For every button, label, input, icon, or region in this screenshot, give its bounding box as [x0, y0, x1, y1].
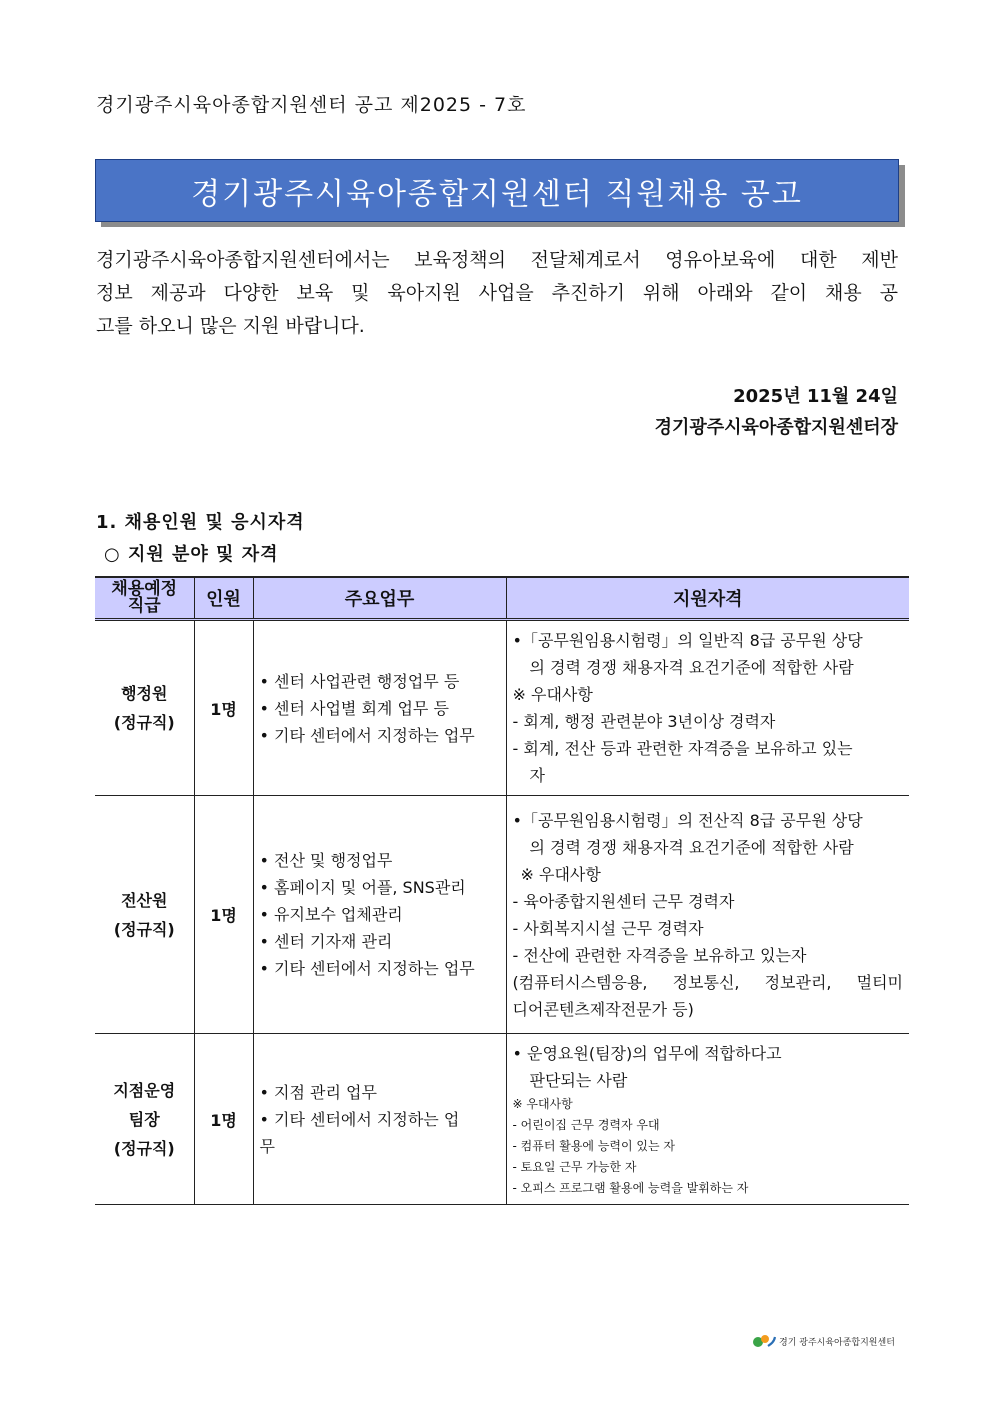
qualifications-cell	[506, 1034, 909, 1205]
notice-date: 2025년 11월 24일	[733, 386, 898, 407]
qualification-item: - 사회복지시설 근무 경력자	[512, 918, 704, 938]
qualification-item: • 운영요원(팀장)의 업무에 적합하다고	[512, 1043, 782, 1063]
duties-cell	[253, 620, 506, 796]
duty-item: • 유지보수 업체관리	[259, 905, 403, 924]
rank-line: 행정원	[121, 684, 168, 703]
table-row	[95, 796, 909, 1034]
qualification-item: 자	[529, 766, 545, 785]
qualification-item: - 어린이집 근무 경력자 우대	[512, 1117, 660, 1132]
table-row	[95, 1034, 909, 1205]
document-title: 경기광주시육아종합지원센터 직원채용 공고	[95, 159, 899, 222]
duty-item: • 센터 사업관련 행정업무 등	[259, 671, 460, 691]
qualification-item: •「공무원임용시험령」의 전산직 8급 공무원 상당	[512, 810, 863, 830]
qualification-item: 판단되는 사람	[529, 1070, 628, 1090]
header-rank-line: 직급	[127, 596, 161, 616]
qualification-item: - 전산에 관련한 자격증을 보유하고 있는자	[512, 945, 807, 965]
qualification-item: 디어콘텐츠제작전문가 등)	[512, 999, 694, 1019]
table-header-row	[95, 577, 909, 620]
intro-line: 경기광주시육아종합지원센터에서는 보육정책의 전달체계로서 영유아보육에 대한 제반	[96, 249, 898, 271]
qualification-item: - 회계, 행정 관련분야 3년이상 경력자	[512, 712, 776, 731]
section-title: 1. 채용인원 및 응시자격	[96, 512, 305, 533]
qualification-item: - 회계, 전산 등과 관련한 자격증을 보유하고 있는	[512, 739, 853, 758]
header-count: 인원	[194, 577, 253, 620]
qualification-item: - 컴퓨터 활용에 능력이 있는 자	[512, 1138, 676, 1153]
count-cell: 1명	[194, 620, 253, 796]
duty-item: • 기타 센터에서 지정하는 업무	[259, 725, 475, 745]
footer-logo	[752, 1332, 895, 1350]
duty-item: • 센터 사업별 회계 업무 등	[259, 698, 449, 718]
subsection-title: ○ 지원 분야 및 자격	[104, 544, 279, 565]
qualification-item: - 오피스 프로그램 활용에 능력을 발휘하는 자	[512, 1180, 749, 1195]
notice-number: 경기광주시육아종합지원센터 공고 제2025 - 7호	[96, 94, 527, 116]
count-cell: 1명	[194, 796, 253, 1034]
duty-item: • 기타 센터에서 지정하는 업무	[259, 959, 475, 978]
rank-cell	[95, 1034, 194, 1205]
intro-line: 고를 하오니 많은 지원 바랍니다.	[96, 315, 365, 337]
qualification-item: (컴퓨터시스템응용, 정보통신, 정보관리, 멀티미	[512, 972, 903, 992]
rank-line: (정규직)	[113, 713, 175, 732]
qualification-item: ※ 우대사항	[512, 1096, 573, 1111]
qualification-item: 의 경력 경쟁 채용자격 요건기준에 적합한 사람	[529, 837, 854, 857]
count-cell: 1명	[194, 1034, 253, 1205]
qualification-item: - 육아종합지원센터 근무 경력자	[512, 891, 735, 911]
signatory: 경기광주시육아종합지원센터장	[654, 417, 898, 438]
qualification-item: - 토요일 근무 가능한 자	[512, 1159, 637, 1174]
duty-item: • 센터 기자재 관리	[259, 932, 393, 951]
rank-line: (정규직)	[113, 1138, 175, 1158]
rank-line: (정규직)	[113, 919, 175, 939]
qualification-item: •「공무원임용시험령」의 일반직 8급 공무원 상당	[512, 631, 863, 650]
qualifications-cell	[506, 620, 909, 796]
rank-cell	[95, 620, 194, 796]
footer-logo-text: 경기 광주시육아종합지원센터	[779, 1337, 895, 1348]
header-duties: 주요업무	[253, 577, 506, 620]
qualification-item: ※ 우대사항	[512, 685, 593, 704]
header-rank-line: 채용예정	[111, 579, 178, 599]
recruitment-table	[95, 576, 909, 1205]
rank-cell	[95, 796, 194, 1034]
rank-line: 지점운영	[113, 1080, 176, 1100]
qualification-item: 의 경력 경쟁 채용자격 요건기준에 적합한 사람	[529, 658, 854, 677]
qualifications-cell	[506, 796, 909, 1034]
duty-item: • 지점 관리 업무	[259, 1082, 377, 1102]
duty-item: • 전산 및 행정업무	[259, 851, 393, 870]
duty-item: 무	[259, 1136, 275, 1156]
table-row	[95, 620, 909, 796]
duties-cell	[253, 796, 506, 1034]
qualification-item: ※ 우대사항	[520, 864, 601, 884]
header-rank	[95, 577, 194, 620]
header-qualifications: 지원자격	[506, 577, 909, 620]
duty-item: • 홈페이지 및 어플, SNS관리	[259, 878, 466, 897]
intro-line: 정보 제공과 다양한 보육 및 육아지원 사업을 추진하기 위해 아래와 같이 채용 공	[96, 282, 898, 304]
duty-item: • 기타 센터에서 지정하는 업	[259, 1109, 460, 1129]
rank-line: 전산원	[121, 890, 168, 910]
intro-paragraph	[96, 244, 898, 343]
rank-line: 팀장	[128, 1109, 160, 1129]
center-logo-icon	[752, 1332, 776, 1350]
duties-cell	[253, 1034, 506, 1205]
